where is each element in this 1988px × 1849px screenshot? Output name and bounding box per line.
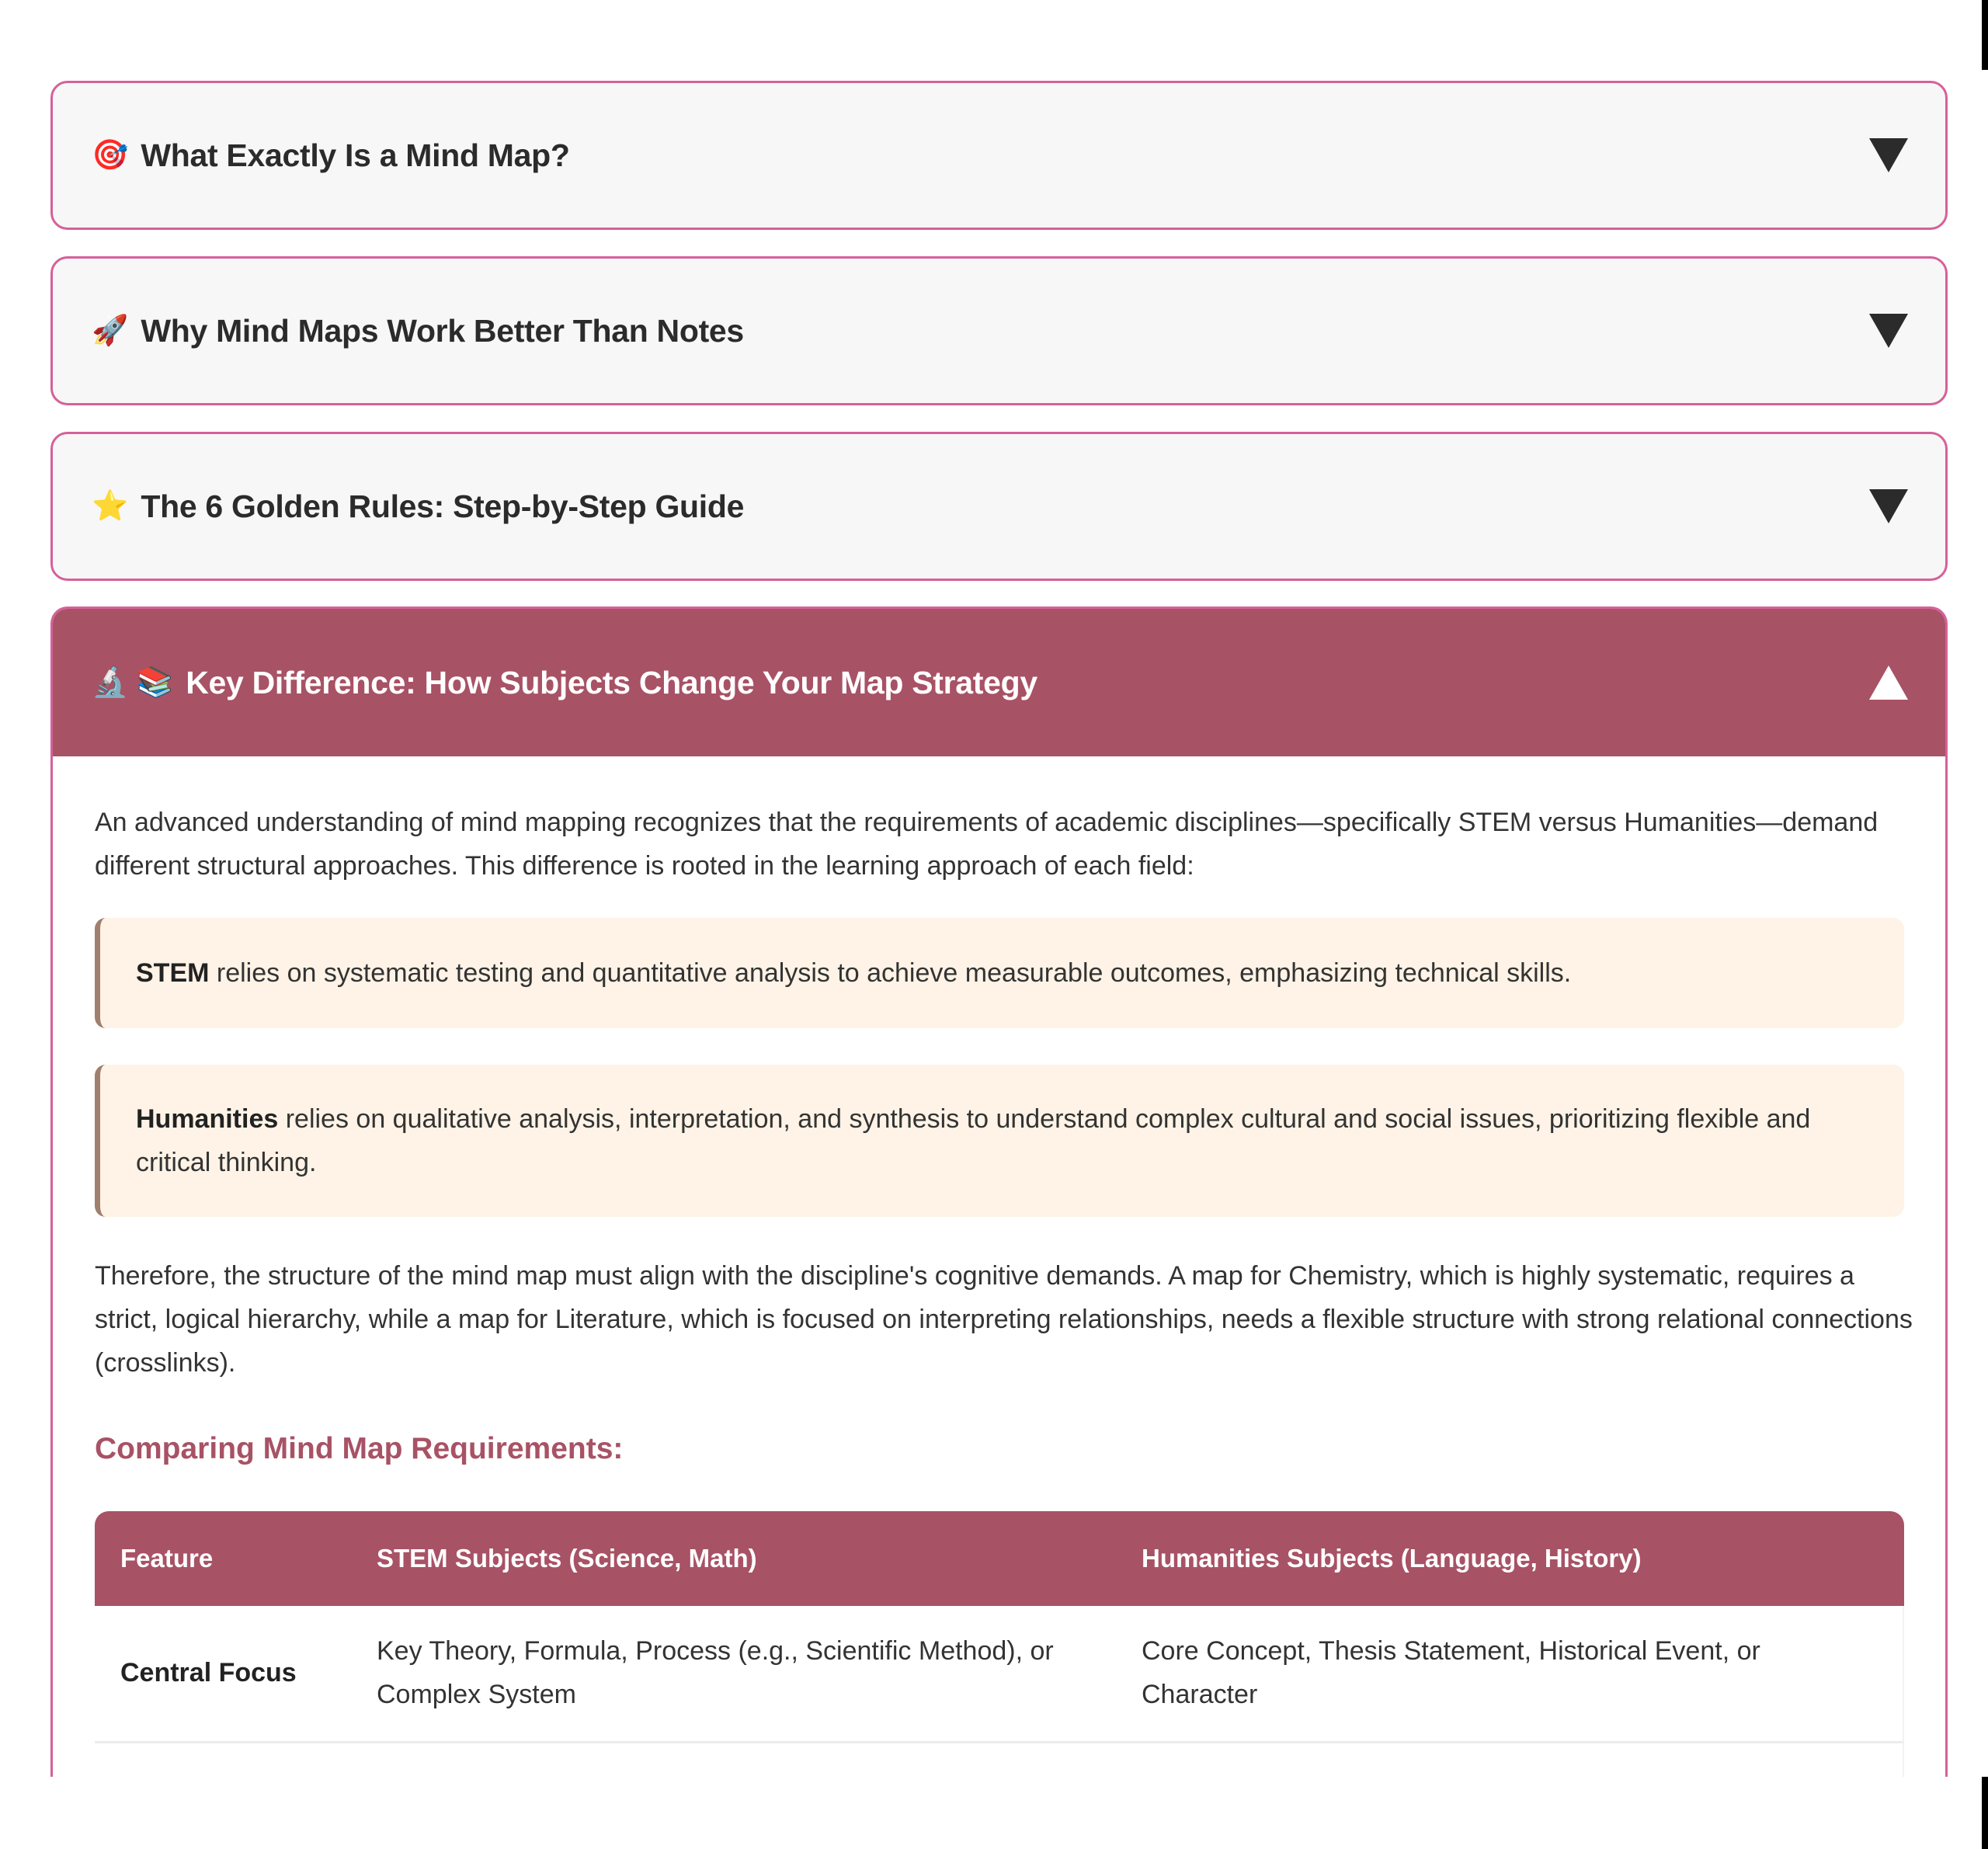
header-stem: STEM Subjects (Science, Math)	[351, 1511, 1116, 1606]
section-subheading: Comparing Mind Map Requirements:	[95, 1432, 624, 1465]
chevron-down-icon[interactable]	[1869, 489, 1908, 523]
callout-stem	[95, 918, 1904, 1028]
chevron-down-icon[interactable]	[1869, 314, 1908, 348]
accordion-header[interactable]	[53, 83, 1945, 228]
accordion-header[interactable]	[53, 434, 1945, 579]
conclusion-paragraph: Therefore, the structure of the mind map must align with the discipline's cognitive demands. A map for Chemistry, which is highly systematic, requires a strict, logical hierarchy, while a map for Literature, which is focused on interpreting relationships, needs a flexible structure with strong relational connections (crosslinks).	[95, 1261, 1913, 1378]
callout-text: Humanities relies on qualitative analysis, interpretation, and synthesis to understand complex cultural and social issues, prioritizing flexible and critical thinking.	[136, 1104, 1811, 1177]
accordion-what-is-mind-map[interactable]	[50, 81, 1948, 230]
star-icon: ⭐	[92, 490, 129, 523]
accordion-title: What Exactly Is a Mind Map?	[141, 137, 570, 173]
accordion-header[interactable]	[53, 259, 1945, 403]
cell-stem: Key Theory, Formula, Process (e.g., Scientific Method), or Complex System	[351, 1606, 1116, 1743]
comparison-table	[95, 1511, 1904, 1777]
edge-bar	[1982, 0, 1988, 70]
accordion-golden-rules[interactable]	[50, 432, 1948, 581]
cell-humanities: Core Concept, Thesis Statement, Historical Event, or Character	[1116, 1606, 1904, 1743]
table-row-partial	[95, 1743, 1904, 1778]
chevron-down-icon[interactable]	[1869, 138, 1908, 172]
accordion-title: Why Mind Maps Work Better Than Notes	[141, 312, 744, 349]
intro-paragraph: An advanced understanding of mind mapping recognizes that the requirements of academic disciplines—specifically STEM versus Humanities—demand different structural approaches. This difference is rooted in the learning approach of each field:	[95, 808, 1879, 881]
header-feature: Feature	[95, 1511, 351, 1606]
accordion-why-mind-maps-work[interactable]	[50, 256, 1948, 405]
microscope-books-icon: 🔬 📚	[92, 666, 174, 699]
chevron-up-icon[interactable]	[1869, 666, 1908, 700]
header-humanities: Humanities Subjects (Language, History)	[1116, 1511, 1904, 1606]
edge-bar	[1982, 1777, 1988, 1849]
accordion-key-difference	[50, 606, 1948, 1777]
callout-text: STEM relies on systematic testing and quantitative analysis to achieve measurable outcomes, emphasizing technical skills.	[136, 958, 1572, 988]
accordion-header-expanded[interactable]	[53, 609, 1945, 756]
target-icon: 🎯	[92, 139, 129, 172]
callout-term: STEM	[136, 958, 210, 988]
table-row	[95, 1606, 1904, 1743]
rocket-icon: 🚀	[92, 315, 129, 347]
accordion-title: Key Difference: How Subjects Change Your Map Strategy	[186, 664, 1037, 700]
accordion-title: The 6 Golden Rules: Step-by-Step Guide	[141, 488, 745, 524]
callout-term: Humanities	[136, 1104, 279, 1134]
callout-humanities	[95, 1065, 1904, 1217]
table-header-row	[95, 1511, 1904, 1606]
cell-feature: Central Focus	[95, 1606, 351, 1743]
